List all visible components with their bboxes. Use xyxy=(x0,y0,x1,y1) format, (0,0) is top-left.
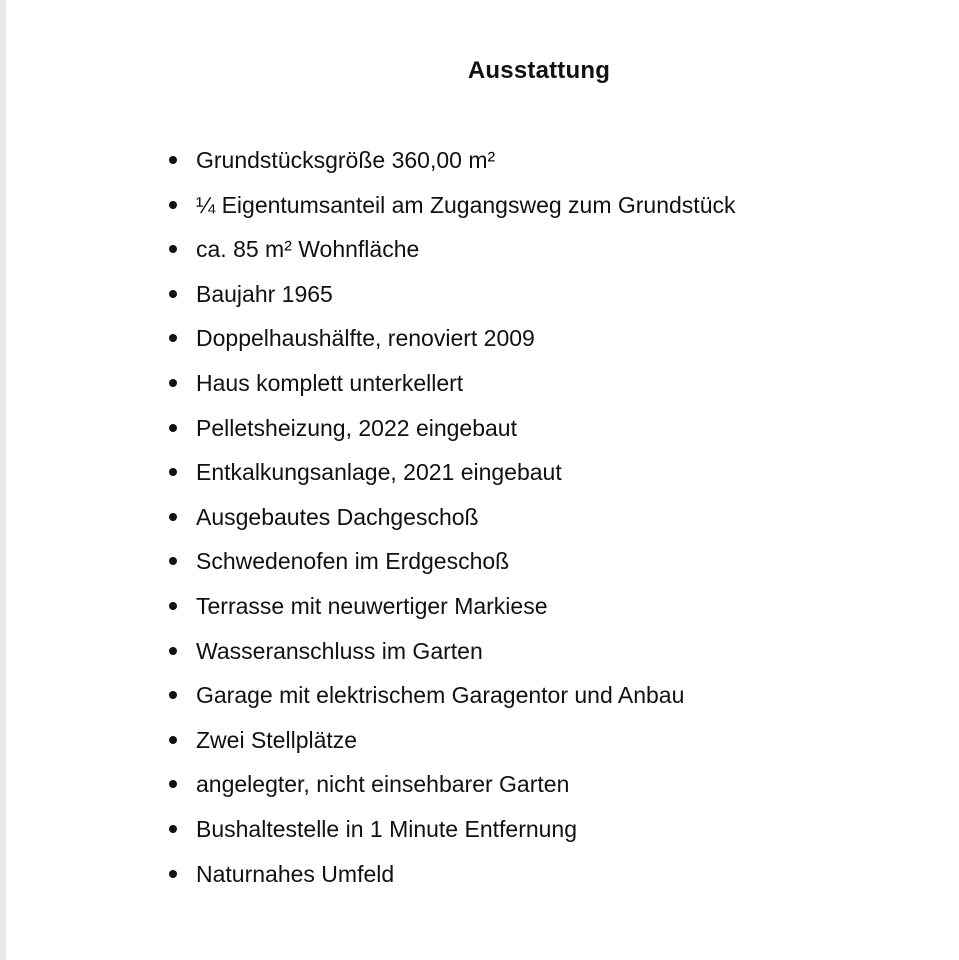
list-item xyxy=(166,272,946,317)
list-item-text: Zwei Stellplätze xyxy=(196,726,358,753)
bullet-icon xyxy=(169,602,177,610)
bullet-icon xyxy=(169,290,177,298)
list-item-text: ¼ Eigentumsanteil am Zugangsweg zum Grundstück xyxy=(196,191,736,218)
bullet-icon xyxy=(169,557,177,565)
list-item-text: Pelletsheizung, 2022 eingebaut xyxy=(196,414,517,441)
list-item xyxy=(166,673,946,718)
list-item xyxy=(166,227,946,272)
list-item xyxy=(166,718,946,763)
list-item xyxy=(166,450,946,495)
bullet-icon xyxy=(169,468,177,476)
bullet-icon xyxy=(169,379,177,387)
bullet-icon xyxy=(169,691,177,699)
bullet-icon xyxy=(169,245,177,253)
bullet-icon xyxy=(169,647,177,655)
list-item xyxy=(166,629,946,674)
list-item xyxy=(166,495,946,540)
list-item-text: ca. 85 m² Wohnfläche xyxy=(196,236,420,263)
list-item xyxy=(166,584,946,629)
list-item xyxy=(166,539,946,584)
list-item xyxy=(166,852,946,897)
list-item xyxy=(166,807,946,852)
list-item-text: Baujahr 1965 xyxy=(196,280,333,307)
bullet-icon xyxy=(169,424,177,432)
bullet-icon xyxy=(169,201,177,209)
document-title: Ausstattung xyxy=(467,57,611,84)
bullet-icon xyxy=(169,825,177,833)
bullet-icon xyxy=(169,334,177,342)
list-item-text: Naturnahes Umfeld xyxy=(196,860,395,887)
list-item xyxy=(166,361,946,406)
bullet-icon xyxy=(169,156,177,164)
document-page xyxy=(6,0,959,960)
list-item-text: Garage mit elektrischem Garagentor und Anbau xyxy=(196,682,685,709)
list-item xyxy=(166,406,946,451)
list-item xyxy=(166,138,946,183)
bullet-icon xyxy=(169,780,177,788)
list-item-text: Wasseranschluss im Garten xyxy=(196,637,483,664)
list-item xyxy=(166,183,946,228)
list-item-text: Haus komplett unterkellert xyxy=(196,369,464,396)
bullet-icon xyxy=(169,736,177,744)
list-item-text: Doppelhaushälfte, renoviert 2009 xyxy=(196,325,535,352)
list-item-text: Ausgebautes Dachgeschoß xyxy=(196,503,479,530)
features-list xyxy=(166,138,946,896)
list-item-text: Terrasse mit neuwertiger Markiese xyxy=(196,592,548,619)
list-item-text: Bushaltestelle in 1 Minute Entfernung xyxy=(196,815,578,842)
list-item-text: Grundstücksgröße 360,00 m² xyxy=(196,147,496,173)
list-item xyxy=(166,762,946,807)
list-item xyxy=(166,316,946,361)
bullet-icon xyxy=(169,870,177,878)
list-item-text: Schwedenofen im Erdgeschoß xyxy=(196,548,510,575)
list-item-text: Entkalkungsanlage, 2021 eingebaut xyxy=(196,459,562,486)
list-item-text: angelegter, nicht einsehbarer Garten xyxy=(196,771,570,798)
bullet-icon xyxy=(169,513,177,521)
